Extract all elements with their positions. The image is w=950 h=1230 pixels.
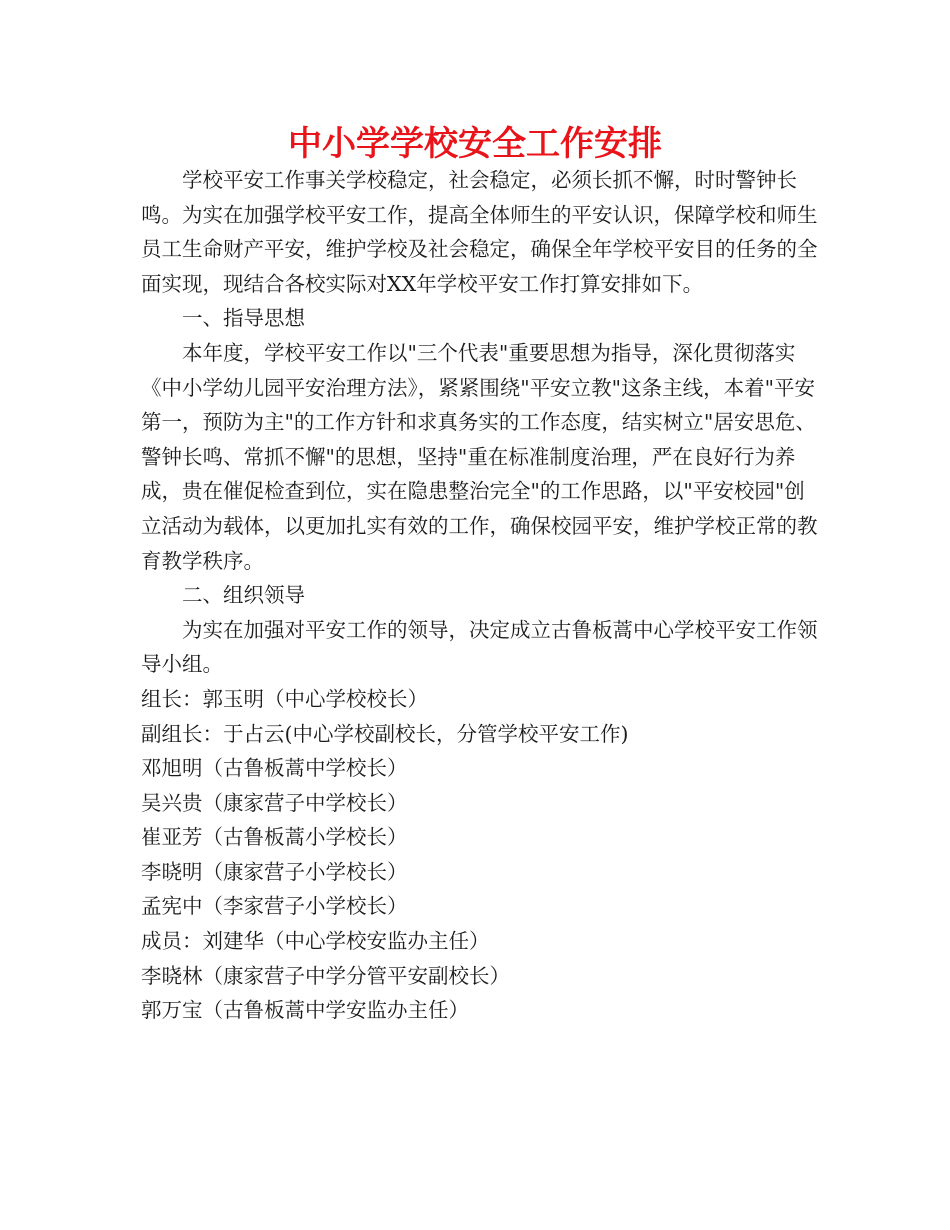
member-line: 崔亚芳（古鲁板蒿小学校长）	[141, 825, 408, 850]
member-line: 郭万宝（古鲁板蒿中学安监办主任）	[141, 998, 469, 1023]
member-line: 副组长：于占云(中心学校副校长，分管学校平安工作)	[141, 721, 629, 746]
member-line: 吴兴贵（康家营子中学校长）	[141, 790, 408, 815]
section-heading-guiding-ideology: 一、指导思想	[182, 306, 305, 331]
member-line: 组长：郭玉明（中心学校校长）	[141, 686, 428, 711]
member-list	[141, 682, 824, 1028]
member-line: 孟宪中（李家营子小学校长）	[141, 894, 408, 919]
member-line: 邓旭明（古鲁板蒿中学校长）	[141, 756, 408, 781]
member-line: 成员：刘建华（中心学校安监办主任）	[141, 929, 490, 954]
document-title: 中小学学校安全工作安排	[288, 124, 662, 164]
document-body	[141, 163, 824, 1028]
intro-paragraph: 学校平安工作事关学校稳定，社会稳定，必须长抓不懈，时时警钟长鸣。为实在加强学校平安工作，提高全体师生的平安认识，保障学校和师生员工生命财产平安，维护学校及社会稳定，确保全年学校平安目的任务的全面实现，现结合各校实际对XX年学校平安工作打算安排如下。	[141, 168, 818, 296]
member-line: 李晓林（康家营子中学分管平安副校长）	[141, 963, 510, 988]
organization-paragraph: 为实在加强对平安工作的领导，决定成立古鲁板蒿中心学校平安工作领导小组。	[141, 617, 818, 677]
member-line: 李晓明（康家营子小学校长）	[141, 859, 408, 884]
guiding-ideology-paragraph: 本年度，学校平安工作以"三个代表"重要思想为指导，深化贯彻落实《中小学幼儿园平安治理方法》，紧紧围绕"平安立教"这条主线，本着"平安第一，预防为主"的工作方针和求真务实的工作态度，结实树立"居安思危、警钟长鸣、常抓不懈"的思想，坚持"重在标准制度治理，严在良好行为养成，贵在催促检查到位，实在隐患整治完全"的工作思路，以"平安校园"创立活动为载体，以更加扎实有效的工作，确保校园平安，维护学校正常的教育教学秩序。	[141, 340, 818, 573]
section-heading-organization: 二、组织领导	[182, 583, 305, 608]
